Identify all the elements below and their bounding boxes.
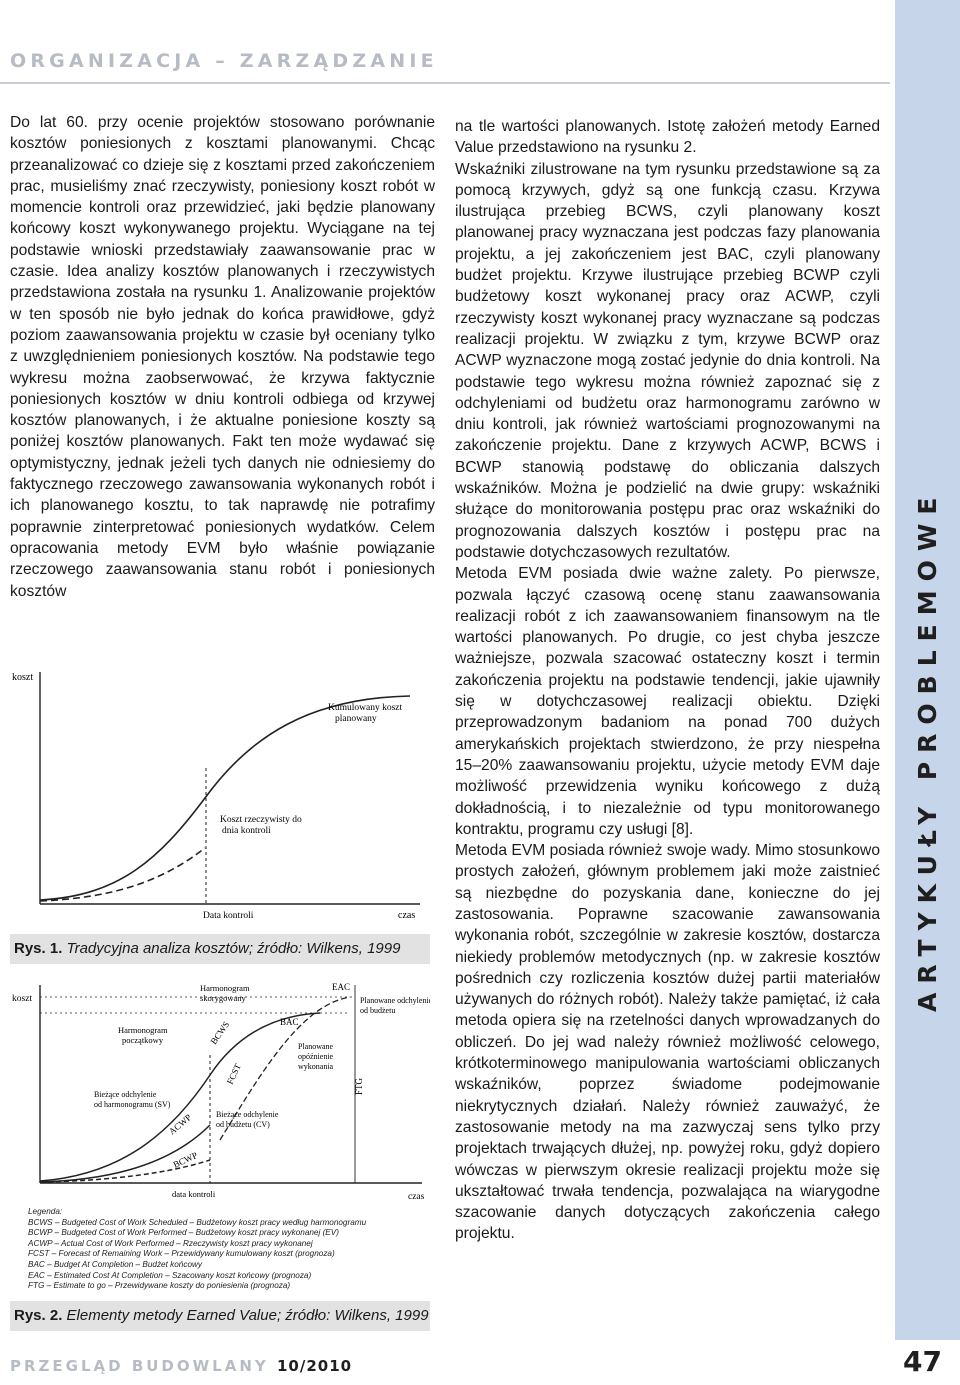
fig2-budget-dev-label-1: Planowane odchylenie bbox=[360, 996, 430, 1005]
fig1-actual-label-2: dnia kontroli bbox=[222, 826, 271, 836]
left-column bbox=[10, 112, 435, 602]
fig2-sv-label-2: od harmonogramu (SV) bbox=[94, 1100, 171, 1109]
fig2-bac-label: BAC bbox=[280, 1017, 299, 1027]
fig1-caption-prefix: Rys. 1. bbox=[14, 940, 63, 957]
fig1-planned-curve bbox=[40, 696, 410, 900]
fig2-delay-label-1: Planowane bbox=[298, 1042, 334, 1051]
fig2-schedule-label-1: Harmonogram bbox=[200, 983, 250, 993]
fig2-acwp-label: ACWP bbox=[166, 1112, 194, 1137]
fig2-cv-label-2: od budżetu (CV) bbox=[216, 1120, 270, 1129]
fig2-cv-label-1: Bieżące odchylenie bbox=[216, 1110, 279, 1119]
fig2-delay-label-2: opóźnienie bbox=[298, 1052, 334, 1061]
fig2-caption bbox=[14, 1307, 429, 1324]
header-rule bbox=[0, 82, 890, 84]
figure-2-diagram bbox=[10, 975, 430, 1207]
fig2-budget-dev-label-2: od budżetu bbox=[360, 1006, 396, 1015]
fig2-legend bbox=[28, 1207, 428, 1292]
fig2-x-label: czas bbox=[408, 1192, 425, 1202]
fig2-caption-prefix: Rys. 2. bbox=[14, 1307, 63, 1324]
fig2-delay-label-3: wykonania bbox=[298, 1062, 334, 1071]
fig2-acwp-curve bbox=[40, 1125, 210, 1182]
fig2-legend-item: BAC – Budget At Completion – Budżet końcowy bbox=[28, 1259, 203, 1269]
fig2-y-label: koszt bbox=[12, 994, 33, 1004]
fig1-actual-curve bbox=[40, 848, 205, 901]
right-paragraph-1: na tle wartości planowanych. Istotę założeń metody Earned Value przedstawiono na rysunku 2. bbox=[455, 118, 880, 157]
fig2-fcst-label: FCST bbox=[224, 1062, 243, 1086]
page-number: 47 bbox=[903, 1345, 942, 1378]
fig2-legend-item: ACWP – Actual Cost of Work Performed – Rzeczywisty koszt pracy wykonanej bbox=[28, 1238, 313, 1248]
fig2-bcwp-label: BCWP bbox=[171, 1149, 199, 1170]
side-band-label: ARTYKUŁY PROBLEMOWE bbox=[913, 488, 942, 1012]
section-header: ORGANIZACJA – ZARZĄDZANIE bbox=[10, 50, 438, 72]
left-paragraph: Do lat 60. przy ocenie projektów stosowano porównanie kosztów poniesionych z kosztami planowanymi. Chcąc przeanalizować co dzieje się z kosztami przed zakończeniem prac, musieliśmy znać rzeczywisty, poniesiony koszt robót w momencie kontroli oraz przewidzieć, jaki będzie planowany końcowy koszt wykonywanego projektu. Wyciągane na tej podstawie wnioski przedstawiały zaawansowanie prac w czasie. Idea analizy kosztów planowanych i rzeczywistych przedstawiona została na rysunku 1. Analizowanie projektów w ten sposób nie było jednak do końca prawidłowe, gdyż poziom zaawansowania projektu w czasie był oceniany tylko z uwzględnieniem poniesionych kosztów. Na podstawie tego wykresu można zaobserwować, że krzywa faktycznie poniesionych kosztów w dniu kontroli odbiega od krzywej kosztów planowanych, i że aktualne poniesione koszty są poniżej kosztów planowanych. Fakt ten może wydawać się optymistyczny, jednak jeżeli tych danych nie odniesiemy do faktycznego rzeczowego zawansowania wykonanych robót i ich planowanego kosztu, to tak naprawdę nie potrafimy poprawnie zinterpretować poniesionych wydatków. Celem opracowania metody EVM było właśnie powiązanie rzeczowego zaawansowania stanu robót i poniesionych kosztów bbox=[10, 114, 435, 600]
fig1-actual-label-1: Koszt rzeczywisty do bbox=[220, 815, 302, 825]
footer-issue: 10/2010 bbox=[277, 1357, 353, 1375]
fig2-caption-text: Elementy metody Earned Value; źródło: Wilkens, 1999 bbox=[62, 1307, 429, 1324]
fig2-legend-item: BCWP – Budgeted Cost of Work Performed – Budżetowy koszt pracy wykonanej (EV) bbox=[28, 1228, 339, 1238]
fig1-caption-text: Tradycyjna analiza kosztów; źródło: Wilkens, 1999 bbox=[62, 940, 401, 957]
right-paragraph-4: Metoda EVM posiada również swoje wady. Mimo stosunkowo prostych założeń, głównym problemem jaki może zaistnieć są niezbędne do pozyskania dane, konieczne do jej zastosowania. Poprawne szacowanie zawansowania wykonania robót, szczególnie w zakresie kosztów, dostarcza niekiedy problemów metodycznych (np. w zakresie kosztów pośrednich czy rozliczenia kosztów dużej partii materiałów używanych do różnych robót). Należy także pamiętać, iż cała metoda opiera się na rzetelności danych wprowadzanych do obliczeń. Do jej wad należy również możliwość celowego, krótkoterminowego manipulowania wartościami obliczanych wskaźników, poprzez świadome podejmowanie niekrytycznych działań. Należy również zauważyć, że zastosowanie metody na ma zazwyczaj sens tylko przy projektach trwających dłużej, np. powyżej roku, gdyż dopiero wówczas w pierwszym okresie realizacji projektu może się ukształtować trwała tendencja, pozwalająca na wiarygodne szacowanie danych dotyczących zakończenia całego projektu. bbox=[455, 842, 880, 1243]
footer-journal-name: PRZEGLĄD BUDOWLANY bbox=[10, 1357, 277, 1375]
fig1-planned-label-1: Kumulowany koszt bbox=[328, 703, 403, 713]
fig2-sv-label-1: Bieżące odchylenie bbox=[94, 1090, 157, 1099]
fig2-bcws-label: BCWS bbox=[208, 1019, 232, 1047]
fig1-planned-label-2: planowany bbox=[335, 714, 377, 724]
fig1-control-date: Data kontroli bbox=[203, 911, 254, 921]
fig2-eac-label: EAC bbox=[332, 982, 350, 992]
fig2-legend-item: FCST – Forecast of Remaining Work – Przewidywany kumulowany koszt (prognoza) bbox=[28, 1249, 335, 1259]
fig2-start-label-2: początkowy bbox=[122, 1035, 164, 1045]
figure-2 bbox=[10, 975, 430, 1335]
figure-1-diagram bbox=[10, 668, 430, 930]
fig2-legend-item: EAC – Estimated Cost At Completion – Szacowany koszt końcowy (prognoza) bbox=[28, 1270, 312, 1280]
fig1-y-label: koszt bbox=[12, 672, 34, 683]
figure-1 bbox=[10, 668, 430, 968]
fig2-start-label-1: Harmonogram bbox=[118, 1025, 168, 1035]
fig2-legend-item: FTG – Estimate to go – Przewidywane koszty do poniesienia (prognoza) bbox=[28, 1281, 291, 1291]
fig2-control-date: data kontroli bbox=[172, 1189, 216, 1199]
fig1-caption bbox=[14, 940, 400, 957]
right-column bbox=[455, 116, 880, 1245]
fig2-legend-title: Legenda: bbox=[28, 1207, 63, 1216]
right-paragraph-2: Wskaźniki zilustrowane na tym rysunku przedstawione są za pomocą krzywych, gdyż są one funkcją czasu. Krzywa ilustrująca przebieg BCWS, czyli planowany koszt planowanej pracy wyznaczana jest podczas fazy planowania projektu, a jej zakończeniem jest BAC, czyli planowany budżet projektu. Krzywe ilustrujące przebieg BCWP czyli budżetowy koszt wykonanej pracy oraz ACWP, czyli rzeczywisty koszt wykonanej pracy wyznaczane są podczas realizacji projektu. W związku z tym, krzywe BCWP oraz ACWP wyznaczone mogą zostać jedynie do dnia kontroli. Na podstawie tego wykresu można również zapoznać się z odchyleniami od budżetu oraz harmonogramu zarówno w dniu kontroli, jak również wartościami prognozowanymi na zakończenie projektu. Dane z krzywych ACWP, BCWS i BCWP stanowią podstawę do obliczania dalszych wskaźników. Można je podzielić na dwie grupy: wskaźniki służące do monitorowania postępu prac oraz wskaźniki do prognozowania dalszych kosztów i postępu prac na podstawie dotychczasowych rezultatów. bbox=[455, 160, 880, 561]
fig2-legend-item: BCWS – Budgeted Cost of Work Scheduled – Budżetowy koszt pracy według harmonogramu bbox=[28, 1217, 367, 1227]
fig1-x-label: czas bbox=[398, 910, 416, 921]
fig2-schedule-label-2: skorygowany bbox=[200, 993, 246, 1003]
fig2-ftg-label: FTG bbox=[354, 1077, 364, 1095]
right-paragraph-3: Metoda EVM posiada dwie ważne zalety. Po pierwsze, pozwala łączyć czasową ocenę stanu zaawansowania realizacji robót z ich zaawansowaniem finansowym na tle wartości planowanych. Po drugie, co jest chyba jeszcze ważniejsze, pozwala szacować ostateczny koszt i termin zakończenia projektu na podstawie tendencji, jakie ujawniły się w dotychczasowej realizacji obiektu. Dzięki przeprowadzonym badaniom na ponad 700 dużych amerykańskich projektach stwierdzono, że przy niespełna 15–20% zaawansowaniu projektu, użycie metody EVM daje możliwość przewidzenia wyniku końcowego z dużą dokładnością, i to niezależnie od typu monitorowanego kontraktu, programu czy usługi [8]. bbox=[455, 565, 880, 838]
footer-journal bbox=[10, 1357, 352, 1375]
